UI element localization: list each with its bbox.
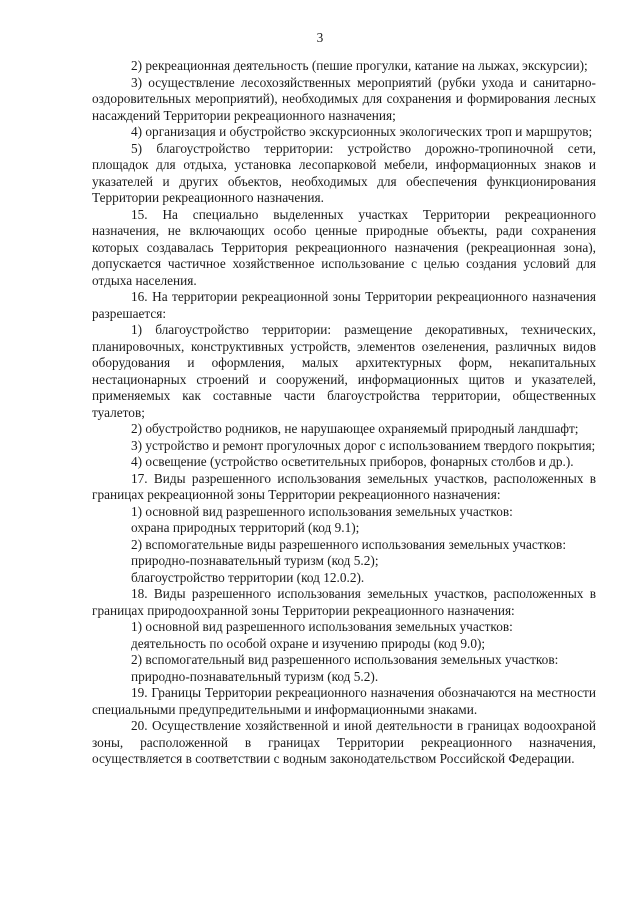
clause-18-item-2-value: природно-познавательный туризм (код 5.2). [131,668,379,684]
paragraph-item-5-landscaping: 5) благоустройство территории: устройство дорожно-тропиночной сети, площадок для отдыха, установка лесопарковой мебели, информационных знаков и указателей и других объектов, необходимых для обеспечения функционирования Территории рекреационного назначения. [92,140,596,205]
paragraph-item-2-recreation: 2) рекреационная деятельность (пешие прогулки, катание на лыжах, экскурсии); [131,58,588,73]
clause-20: 20. Осуществление хозяйственной и иной деятельности в границах водоохраной зоны, расположенной в границах Территории рекреационного назначения, осуществляется в соответствии с водным законодательством Российской Федерации. [92,718,596,766]
paragraph-item-4-eco-trails: 4) организация и обустройство экскурсионных экологических троп и маршрутов; [131,124,593,139]
clause-17-item-1-value: охрана природных территорий (код 9.1); [131,520,360,535]
clause-18-item-2: 2) вспомогательный вид разрешенного использования земельных участков: [131,652,559,667]
clause-17-item-1: 1) основной вид разрешенного использования земельных участков: [131,503,513,519]
clause-17-item-2-value-2: благоустройство территории (код 12.0.2). [131,569,365,585]
paragraph-item-3-forestry: 3) осуществление лесохозяйственных мероприятий (рубки ухода и санитарно-оздоровительных мероприятий), необходимых для сохранения и формирования лесных насаждений Территории рекреационного назначения; [92,74,596,123]
document-body [92,58,596,768]
clause-15: 15. На специально выделенных участках Территории рекреационного назначения, не включающих особо ценные природные объекты, ради сохранения которых создавалась Территория рекреационного назначения (рекреационная зона), допускается частичное хозяйственное использование с целью создания условий для отдыха населения. [92,206,596,288]
clause-16: 16. На территории рекреационной зоны Территории рекреационного назначения разрешается: [92,289,596,321]
clause-17-item-2-value-1: природно-познавательный туризм (код 5.2); [131,553,379,568]
clause-16-item-4: 4) освещение (устройство осветительных приборов, фонарных столбов и др.). [131,454,574,469]
clause-18-item-1-value: деятельность по особой охране и изучению природы (код 9.0); [131,635,486,651]
clause-16-item-1: 1) благоустройство территории: размещение декоративных, технических, планировочных, конструктивных устройств, элементов озеленения, различных видов оборудования и оформления, малых архитектурных форм, некапитальных нестационарных строений и сооружений, информационных щитов и указателей, применяемых как составные части благоустройства территории, общественных туалетов; [92,322,596,420]
clause-19: 19. Границы Территории рекреационного назначения обозначаются на местности специальными предупредительными и информационными знаками. [92,685,596,717]
clause-16-item-2: 2) обустройство родников, не нарушающее охраняемый природный ландшафт; [131,421,579,436]
clause-17: 17. Виды разрешенного использования земельных участков, расположенных в границах рекреационной зоны Территории рекреационного назначения: [92,470,596,502]
clause-18-item-1: 1) основной вид разрешенного использования земельных участков: [131,619,513,634]
clause-18: 18. Виды разрешенного использования земельных участков, расположенных в границах природоохранной зоны Территории рекреационного назначения: [92,586,596,618]
clause-17-item-2: 2) вспомогательные виды разрешенного использования земельных участков: [131,536,567,552]
page-number: 3 [316,30,324,45]
clause-16-item-3: 3) устройство и ремонт прогулочных дорог с использованием твердого покрытия; [131,437,596,453]
